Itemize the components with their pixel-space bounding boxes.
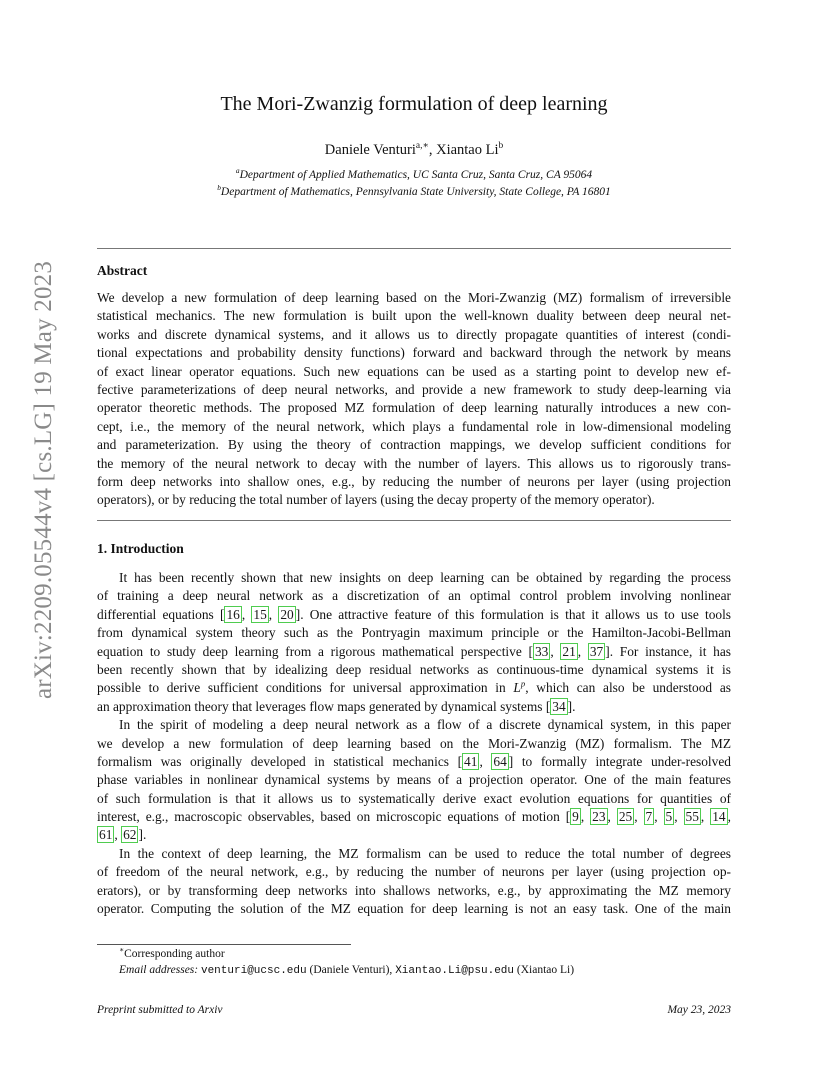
- text-line: 61 , 62 ].: [99, 827, 147, 843]
- text-run: ].: [138, 827, 147, 843]
- text-line: erators), or by transforming deep networks into shallows networks, e.g., by approximating the MZ memory: [97, 882, 731, 898]
- citation-link[interactable]: 14: [712, 809, 726, 825]
- author-name: Xiantao Li: [436, 142, 499, 158]
- text-run: ].: [567, 698, 576, 714]
- citation-link[interactable]: 25: [618, 809, 633, 825]
- text-run: equation to study deep learning from a rigorous mathematical perspective [: [97, 643, 533, 659]
- text-line: from dynamical system theory such as the Pontryagin maximum principle or the Hamilton-Jacobi-Bellman: [97, 625, 731, 641]
- text-line: been recently shown that by idealizing deep residual networks as continuous-time dynamical systems it is: [97, 661, 731, 677]
- text-line: operator. Computing the solution of the MZ equation for deep learning is not an easy task. One of the main: [97, 901, 731, 917]
- text-run: interest, e.g., macroscopic observables, based on microscopic equations of motion [: [97, 809, 571, 825]
- text-line: In the context of deep learning, the MZ formalism can be used to reduce the total number of degrees: [119, 845, 731, 861]
- text-run: , which can also be understood as: [525, 680, 731, 696]
- preprint-note: Preprint submitted to Arxiv: [97, 1004, 223, 1016]
- affiliation-a: [0, 166, 828, 181]
- citation-link[interactable]: 7: [645, 809, 653, 825]
- author-affil-mark: a,∗: [415, 141, 429, 152]
- citation-link[interactable]: 41: [464, 753, 478, 769]
- affil-text: Department of Applied Mathematics, UC Santa Cruz, Santa Cruz, CA 95064: [239, 169, 593, 181]
- author-separator: ,: [428, 142, 437, 158]
- abstract-line: cept, i.e., the memory of the neural network, which plays a fundamental role in low-dimensional modeling: [97, 418, 731, 434]
- citation-link[interactable]: 5: [665, 809, 673, 825]
- email-label: Email addresses:: [119, 964, 199, 976]
- text-run: ] to formally integrate under-resolved: [508, 753, 731, 769]
- abstract-line: of exact linear operator equations. Such new equations can be used as a starting point to develop new ef-: [97, 363, 731, 379]
- text-line: of training a deep neural network as a discretization of an optimal control problem involving nonlinear: [97, 588, 731, 604]
- citation-link[interactable]: 20: [280, 606, 294, 622]
- abstract-line: operators), or by reducing the total number of layers (using the decay property of the memory operator).: [97, 492, 655, 508]
- abstract-line: fective parameterizations of deep neural networks, and provide a new framework to study deep-learning via: [97, 381, 731, 397]
- footnote-corresponding: [119, 945, 225, 960]
- affiliation-b: [0, 183, 828, 198]
- citation-link[interactable]: 64: [493, 753, 507, 769]
- footnote-emails: [119, 964, 574, 977]
- citation-link[interactable]: 33: [534, 643, 549, 659]
- paper-title: The Mori-Zwanzig formulation of deep learning: [220, 93, 608, 115]
- author-name: Daniele Venturi: [324, 142, 416, 158]
- abstract-line: form deep networks into shallow ones, e.g., by reducing the number of neurons per layer (using projection: [97, 473, 731, 489]
- citation-link[interactable]: 21: [562, 643, 576, 659]
- text-line: differential equations [ 16 , 15 , 20 ]. One attractive feature of this formulation is that it allows us to use tools: [97, 606, 732, 622]
- text-line: phase variables in nonlinear dynamical systems by means of a projection operator. One of the main features: [97, 772, 731, 788]
- author-list: [0, 142, 828, 159]
- affil-mark: b: [217, 183, 221, 193]
- abstract-line: and parameterization. By using the theory of contraction mappings, we develop sufficient conditions for: [97, 437, 731, 453]
- footnote-divider: [97, 944, 351, 945]
- abstract-line: the memory of the neural network to decay with the number of layers. This allows us to rigorously trans-: [97, 455, 731, 471]
- citation-link[interactable]: 62: [123, 827, 137, 843]
- text-run: possible to derive sufficient conditions for universal approximation in: [97, 680, 514, 696]
- text-line: In the spirit of modeling a deep neural network as a flow of a discrete dynamical system, in this paper: [119, 717, 731, 733]
- email-owner: (Xiantao Li): [516, 964, 575, 976]
- citation-link[interactable]: 34: [552, 698, 566, 714]
- divider: [97, 248, 731, 249]
- abstract-line: statistical mechanics. The new formulation is built upon the well-known duality between deep neural net-: [97, 308, 731, 324]
- citation-link[interactable]: 23: [592, 809, 606, 825]
- text-run: differential equations [: [97, 606, 225, 622]
- citation-link[interactable]: 16: [226, 606, 240, 622]
- email-link[interactable]: Xiantao.Li@psu.edu: [395, 965, 515, 977]
- citation-link[interactable]: 55: [685, 809, 699, 825]
- text-line: interest, e.g., macroscopic observables, based on microscopic equations of motion [ 9 , 23 , 25 , 7 , 5 , 55 , 14 ,: [97, 809, 731, 825]
- text-run: an approximation theory that leverages flow maps generated by dynamical systems [: [97, 698, 551, 714]
- arxiv-identifier: arXiv:2209.05544v4 [cs.LG] 19 May 2023: [30, 260, 57, 700]
- abstract-body: [97, 289, 731, 510]
- text-line: formalism was originally developed in statistical mechanics [ 41 , 64 ] to formally integrate under-resolved: [97, 753, 731, 769]
- abstract-line: operator theoretic methods. The proposed MZ formulation of deep learning naturally introduces a new con-: [97, 400, 731, 416]
- text-line: [97, 679, 731, 697]
- preprint-date: May 23, 2023: [667, 1004, 731, 1016]
- email-link[interactable]: venturi@ucsc.edu: [200, 965, 307, 977]
- citation-link[interactable]: 15: [253, 606, 267, 622]
- divider: [97, 520, 731, 521]
- text-line: of such formulation is that it allows us to systematically derive exact evolution equations for quantities of: [97, 790, 731, 806]
- citation-link[interactable]: 9: [572, 809, 579, 825]
- citation-link[interactable]: 61: [99, 827, 113, 843]
- footnote-mark: ∗: [119, 945, 125, 955]
- arxiv-sidebar: [24, 260, 64, 700]
- text-run: ]. One attractive feature of this formulation is that it allows us to use tools: [295, 606, 732, 622]
- email-owner: (Daniele Venturi),: [309, 964, 393, 976]
- abstract-line: We develop a new formulation of deep learning based on the Mori-Zwanzig (MZ) formalism of irreversible: [97, 290, 731, 305]
- abstract-line: tional expectations and probability density functions) forward and backward through the network by means: [97, 345, 731, 361]
- math-superscript: p: [520, 678, 526, 689]
- text-run: ]. For instance, it has: [605, 643, 732, 659]
- affil-mark: a: [235, 166, 240, 176]
- math-symbol: L: [513, 680, 521, 696]
- text-line: [97, 698, 731, 716]
- citation-link[interactable]: 37: [589, 643, 604, 659]
- intro-body: [97, 569, 731, 918]
- abstract-heading: Abstract: [97, 263, 148, 278]
- affil-text: Department of Mathematics, Pennsylvania State University, State College, PA 16801: [220, 186, 611, 198]
- abstract-line: works and discrete dynamical systems, and it allows us to directly propagate quantities of interest (condi-: [97, 326, 731, 342]
- section-heading: 1. Introduction: [97, 541, 184, 556]
- text-line: It has been recently shown that new insights on deep learning can be obtained by regarding the process: [119, 570, 731, 585]
- text-line: we develop a new formulation of deep learning based on the Mori-Zwanzig (MZ) formalism. The MZ: [97, 735, 731, 751]
- text-line: equation to study deep learning from a rigorous mathematical perspective [ 33 , 21 , 37 ]. For instance, it has: [97, 643, 732, 659]
- footnote-text: Corresponding author: [124, 948, 225, 960]
- text-run: formalism was originally developed in statistical mechanics [: [97, 753, 463, 769]
- author-affil-mark: b: [498, 141, 504, 152]
- text-line: of freedom of the neural network, e.g., by reducing the number of neurons per layer (using projection op-: [97, 864, 731, 880]
